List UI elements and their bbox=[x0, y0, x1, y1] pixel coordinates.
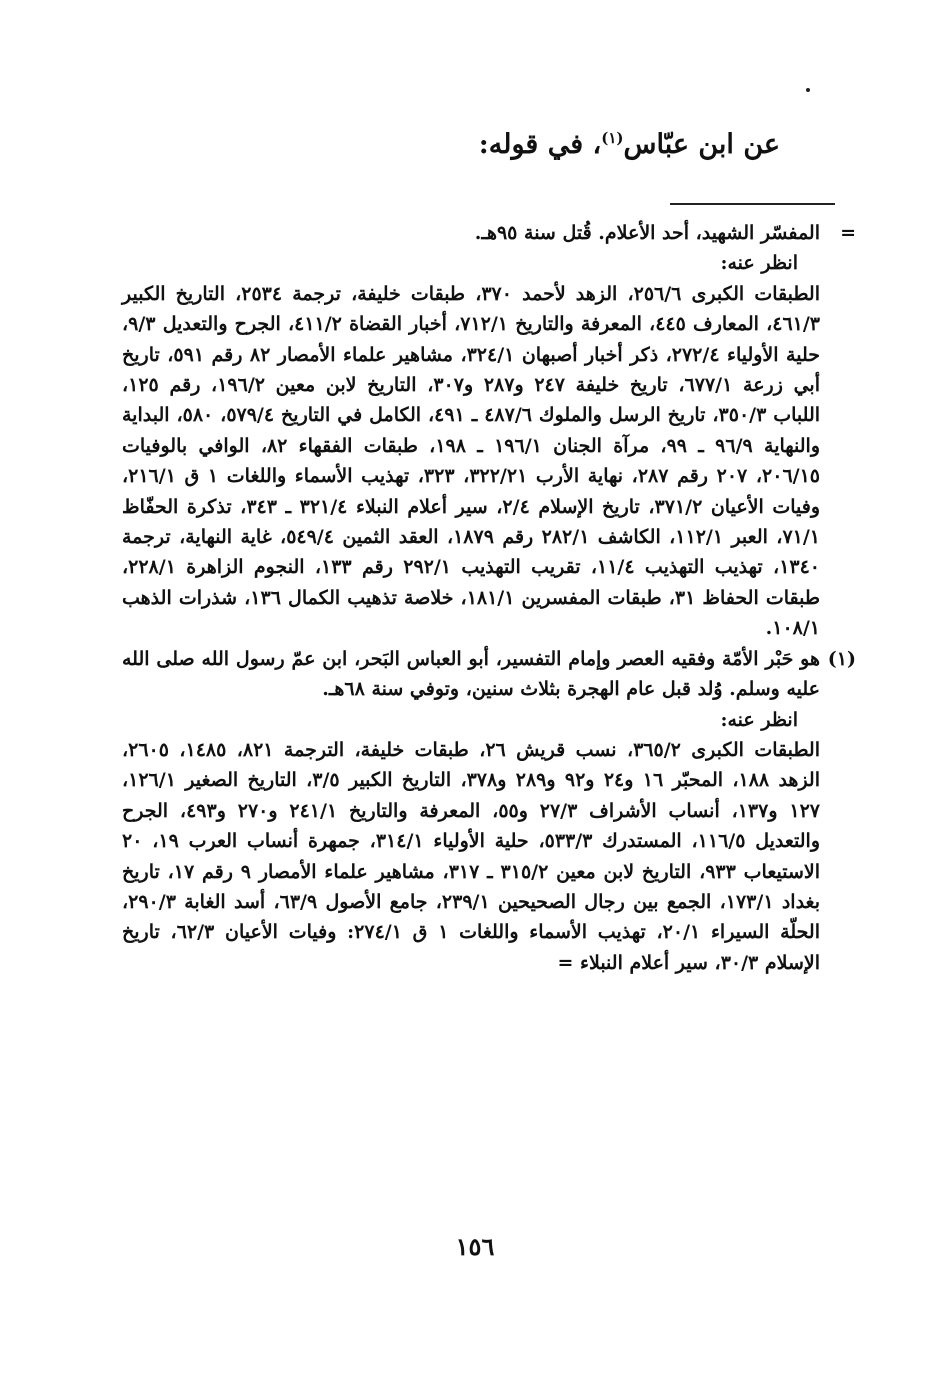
continued-footnote bbox=[122, 218, 856, 644]
footnote-separator-rule bbox=[670, 203, 835, 205]
footnote-1-references bbox=[122, 735, 820, 978]
continued-footnote-first-line: المفسّر الشهيد، أحد الأعلام. قُتل سنة ٩٥هـ. bbox=[474, 222, 820, 244]
footnote-1-references-text: الطبقات الكبرى ٣٦٥/٢، نسب قريش ٢٦، طبقات خليفة، الترجمة ٨٢١، ١٤٨٥، ٢٦٠٥، الزهد ١٨٨، المحبّر ١٦ و٢٤ و٩٢ و٢٨٩ و٣٧٨، التاريخ الكبير ٣/٥، التاريخ الصغير ١٢٦/١، ١٢٧ و١٣٧، أنساب الأشراف ٢٧/٣ و٥٥، المعرفة والتاريخ ٢٤١/١ و٢٧٠ و٤٩٣، الجرح والتعديل ١١٦/٥، المستدرك ٥٣٣/٣، حلية الأولياء ٣١٤/١، جمهرة أنساب العرب ١٩، ٢٠ الاستيعاب ٩٣٣، التاريخ لابن معين ٣١٥/٢ ـ ٣١٧، مشاهير علماء الأمصار ٩ رقم ١٧، تاريخ بغداد ١٧٣/١، الجمع بين رجال الصحيحين ٢٣٩/١، جامع الأصول ٦٣/٩، أسد الغابة ٢٩٠/٣، الحلّة السيراء ٢٠/١، تهذيب الأسماء واللغات ١ ق ٢٧٤/١: وفيات الأعيان ٦٢/٣، تاريخ الإسلام ٣٠/٣، سير أعلام النبلاء bbox=[122, 738, 821, 974]
footnotes-section bbox=[122, 218, 856, 978]
footnote-1 bbox=[122, 644, 856, 978]
footnote-1-body: هو حَبْر الأمّة وفقيه العصر وإمام التفسير، أبو العباس البَحر، ابن عمّ رسول الله صلى الله عليه وسلم. وُلد قبل عام الهجرة بثلاث سنين، وتوفي سنة ٦٨هـ. bbox=[122, 647, 820, 701]
page-number: ١٥٦ bbox=[455, 1232, 495, 1261]
main-text-line bbox=[100, 118, 780, 165]
footnote-1-continue-marker: = bbox=[557, 951, 574, 974]
footnote-reference-mark: (١) bbox=[601, 129, 624, 147]
footnote-1-number: (١) bbox=[827, 647, 856, 670]
continued-footnote-see-label: انظر عنه: bbox=[720, 252, 798, 275]
footnote-1-see-label: انظر عنه: bbox=[720, 708, 798, 731]
page-speck bbox=[806, 88, 810, 92]
continued-footnote-references: الطبقات الكبرى ٢٥٦/٦، الزهد لأحمد ٣٧٠، طبقات خليفة، ترجمة ٢٥٣٤، التاريخ الكبير ٤٦١/٣، المعارف ٤٤٥، المعرفة والتاريخ ٧١٢/١، أخبار القضاة ٤١١/٢، الجرح والتعديل ٩/٣، حلية الأولياء ٢٧٢/٤، ذكر أخبار أصبهان ٣٢٤/١، مشاهير علماء الأمصار ٨٢ رقم ٥٩١، تاريخ أبي زرعة ٦٧٧/١، تاريخ خليفة ٢٤٧ و٢٨٧ و٣٠٧، التاريخ لابن معين ١٩٦/٢، رقم ١٢٥، اللباب ٣٥٠/٣، تاريخ الرسل والملوك ٤٨٧/٦ ـ ٤٩١، الكامل في التاريخ ٥٧٩/٤، ٥٨٠، البداية والنهاية ٩٦/٩ ـ ٩٩، مرآة الجنان ١٩٦/١ ـ ١٩٨، طبقات الفقهاء ٨٢، الوافي بالوفيات ٢٠٦/١٥، ٢٠٧ رقم ٢٨٧، نهاية الأرب ٣٢٢/٢١، ٣٢٣، تهذيب الأسماء واللغات ١ ق ٢١٦/١، وفيات الأعيان ٣٧١/٢، تاريخ الإسلام ٢/٤، سير أعلام النبلاء ٣٢١/٤ ـ ٣٤٣، تذكرة الحفّاظ ٧١/١، العبر ١١٢/١، الكاشف ٢٨٢/١ رقم ١٨٧٩، العقد الثمين ٥٤٩/٤، غاية النهاية، ترجمة ١٣٤٠، تهذيب التهذيب ١١/٤، تقريب التهذيب ٢٩٢/١ رقم ١٣٣، النجوم الزاهرة ٢٢٨/١، طبقات الحفاظ ٣١، طبقات المفسرين ١٨١/١، خلاصة تذهيب الكمال ١٣٦، شذرات الذهب ١٠٨/١. bbox=[122, 282, 821, 640]
main-text-before-ref: عن ابن عبّاس bbox=[623, 129, 780, 160]
main-text-after-ref: ، في قوله: bbox=[478, 129, 602, 160]
continuation-marker: = bbox=[840, 222, 856, 244]
